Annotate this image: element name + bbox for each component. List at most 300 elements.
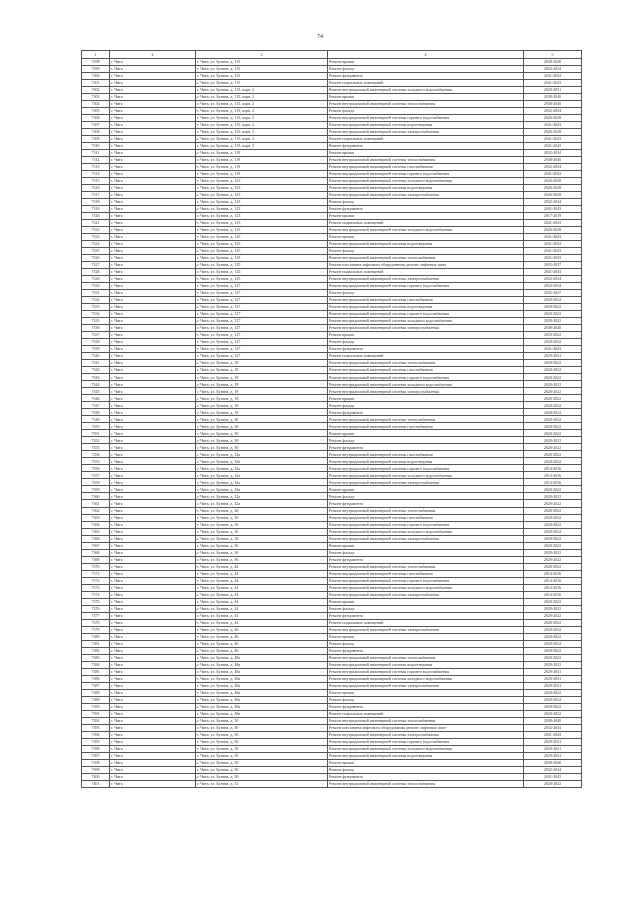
cell-work-type: Ремонт крыши [328,212,524,219]
cell-work-type: Ремонт внутридомовой инженерной системы водоотведения [328,240,524,247]
cell-period: 2035-2037 [524,290,582,297]
cell-work-type: Ремонт внутридомовой инженерной системы горячего водоснабжения [328,521,524,528]
cell-row-number: 7341 [82,360,110,367]
cell-period: 2014-2016 [524,479,582,486]
cell-address: г. Чита, ул. Бутина, д. 115, корп. 2 [196,107,328,114]
cell-municipality: г. Чита [110,668,196,675]
cell-work-type: Ремонт внутридомовой инженерной системы водоотведения [328,121,524,128]
cell-address: г. Чита, ул. Бутина, д. 119 [196,163,328,170]
header-col-1: 1 [82,51,110,59]
cell-address: г. Чита, ул. Бутина, д. 48а [196,689,328,696]
cell-row-number: 7303 [82,93,110,100]
cell-period: 2020-2022 [524,521,582,528]
cell-period: 2026-2028 [524,128,582,135]
cell-work-type: Ремонт внутридомовой инженерной системы холодного водоснабжения [328,381,524,388]
cell-work-type: Ремонт внутридомовой инженерной системы теплоснабжения [328,360,524,367]
cell-address: г. Чита, ул. Бутина, д. 32а [196,458,328,465]
table-row [82,339,582,346]
table-row [82,163,582,170]
cell-work-type: Ремонт крыши [328,542,524,549]
cell-period: 2020-2022 [524,493,582,500]
cell-work-type: Ремонт или замена лифтового оборудования, ремонт лифтовых шахт [328,724,524,731]
cell-row-number: 7331 [82,290,110,297]
cell-municipality: г. Чита [110,114,196,121]
cell-municipality: г. Чита [110,528,196,535]
cell-work-type: Ремонт внутридомовой инженерной системы электроснабжения [328,626,524,633]
cell-address: г. Чита, ул. Бутина, д. 127 [196,311,328,318]
cell-address: г. Чита, ул. Бутина, д. 30 [196,416,328,423]
cell-period: 2032-2034 [524,283,582,290]
cell-period: 2029-2031 [524,668,582,675]
cell-work-type: Ремонт внутридомовой инженерной системы горячего водоснабжения [328,170,524,177]
cell-address: г. Чита, ул. Бутина, д. 48а [196,710,328,717]
cell-municipality: г. Чита [110,500,196,507]
cell-municipality: г. Чита [110,535,196,542]
cell-row-number: 7338 [82,339,110,346]
table-row [82,577,582,584]
cell-address: г. Чита, ул. Бутина, д. 44 [196,570,328,577]
cell-work-type: Ремонт или замена лифтового оборудования, ремонт лифтовых шахт [328,261,524,268]
table-row [82,367,582,374]
cell-address: г. Чита, ул. Бутина, д. 123 [196,191,328,198]
cell-address: г. Чита, ул. Бутина, д. 127 [196,297,328,304]
cell-municipality: г. Чита [110,226,196,233]
cell-period: 2020-2022 [524,605,582,612]
table-row [82,710,582,717]
cell-period: 2020-2022 [524,507,582,514]
cell-municipality: г. Чита [110,191,196,198]
table-row [82,177,582,184]
cell-municipality: г. Чита [110,626,196,633]
cell-row-number: 7386 [82,675,110,682]
cell-period: 2020-2022 [524,619,582,626]
cell-work-type: Ремонт внутридомовой инженерной системы электроснабжения [328,535,524,542]
cell-row-number: 7384 [82,661,110,668]
cell-row-number: 7387 [82,682,110,689]
cell-work-type: Ремонт фасада [328,339,524,346]
cell-municipality: г. Чита [110,577,196,584]
table-row [82,198,582,205]
table-row [82,640,582,647]
cell-period: 2032-2034 [524,275,582,282]
cell-address: г. Чита, ул. Бутина, д. 18 [196,360,328,367]
table-row [82,563,582,570]
cell-row-number: 7390 [82,703,110,710]
cell-work-type: Ремонт внутридомовой инженерной системы холодного водоснабжения [328,177,524,184]
cell-period: 2020-2022 [524,689,582,696]
cell-municipality: г. Чита [110,682,196,689]
table-row [82,170,582,177]
cell-row-number: 7401 [82,781,110,788]
cell-municipality: г. Чита [110,247,196,254]
table-row [82,395,582,402]
cell-address: г. Чита, ул. Бутина, д. 18 [196,409,328,416]
cell-municipality: г. Чита [110,746,196,753]
cell-row-number: 7376 [82,605,110,612]
cell-row-number: 7315 [82,177,110,184]
cell-municipality: г. Чита [110,696,196,703]
cell-municipality: г. Чита [110,374,196,381]
cell-work-type: Ремонт фасада [328,290,524,297]
cell-municipality: г. Чита [110,353,196,360]
cell-municipality: г. Чита [110,479,196,486]
cell-municipality: г. Чита [110,507,196,514]
table-row [82,479,582,486]
cell-address: г. Чита, ул. Бутина, д. 50 [196,774,328,781]
cell-row-number: 7352 [82,437,110,444]
cell-municipality: г. Чита [110,339,196,346]
cell-work-type: Ремонт внутридомовой инженерной системы холодного водоснабжения [328,584,524,591]
cell-period: 2038-2040 [524,156,582,163]
cell-work-type: Ремонт крыши [328,486,524,493]
cell-address: г. Чита, ул. Бутина, д. 44 [196,605,328,612]
cell-work-type: Ремонт внутридомовой инженерной системы теплоснабжения [328,654,524,661]
cell-row-number: 7321 [82,219,110,226]
cell-address: г. Чита, ул. Бутина, д. 127 [196,353,328,360]
cell-row-number: 7333 [82,304,110,311]
cell-municipality: г. Чита [110,633,196,640]
cell-work-type: Ремонт внутридомовой инженерной системы горячего водоснабжения [328,465,524,472]
cell-work-type: Ремонт внутридомовой инженерной системы электроснабжения [328,479,524,486]
cell-municipality: г. Чита [110,135,196,142]
cell-municipality: г. Чита [110,142,196,149]
cell-work-type: Ремонт внутридомовой инженерной системы электроснабжения [328,191,524,198]
cell-address: г. Чита, ул. Бутина, д. 125 [196,226,328,233]
cell-municipality: г. Чита [110,724,196,731]
cell-period: 2020-2022 [524,451,582,458]
cell-row-number: 7371 [82,570,110,577]
cell-work-type: Ремонт фундамента [328,647,524,654]
cell-period: 2026-2028 [524,184,582,191]
cell-address: г. Чита, ул. Бутина, д. 123 [196,219,328,226]
cell-period: 2020-2022 [524,640,582,647]
cell-row-number: 7377 [82,612,110,619]
cell-row-number: 7392 [82,717,110,724]
cell-address: г. Чита, ул. Бутина, д. 36 [196,535,328,542]
table-row [82,388,582,395]
cell-row-number: 7396 [82,746,110,753]
cell-row-number: 7388 [82,689,110,696]
cell-row-number: 7393 [82,724,110,731]
cell-period: 2020-2022 [524,633,582,640]
table-row [82,746,582,753]
table-row [82,325,582,332]
cell-row-number: 7358 [82,479,110,486]
cell-work-type: Ремонт фундамента [328,703,524,710]
cell-period: 2041-2043 [524,346,582,353]
cell-address: г. Чита, ул. Бутина, д. 50 [196,724,328,731]
cell-row-number: 7365 [82,528,110,535]
cell-period: 2041-2043 [524,135,582,142]
cell-work-type: Ремонт фундамента [328,556,524,563]
cell-row-number: 7367 [82,542,110,549]
cell-municipality: г. Чита [110,198,196,205]
cell-municipality: г. Чита [110,149,196,156]
cell-address: г. Чита, ул. Бутина, д. 115, корп. 2 [196,135,328,142]
cell-address: г. Чита, ул. Бутина, д. 36 [196,556,328,563]
cell-municipality: г. Чита [110,654,196,661]
cell-municipality: г. Чита [110,767,196,774]
cell-address: г. Чита, ул. Бутина, д. 123 [196,184,328,191]
table-row [82,732,582,739]
cell-address: г. Чита, ул. Бутина, д. 36 [196,542,328,549]
cell-period: 2032-2034 [524,198,582,205]
cell-municipality: г. Чита [110,717,196,724]
cell-municipality: г. Чита [110,240,196,247]
cell-address: г. Чита, ул. Бутина, д. 44 [196,577,328,584]
cell-period: 2020-2022 [524,388,582,395]
cell-row-number: 7342 [82,367,110,374]
cell-period: 2020-2022 [524,486,582,493]
cell-work-type: Ремонт фасада [328,437,524,444]
cell-row-number: 7346 [82,395,110,402]
cell-address: г. Чита, ул. Бутина, д. 123 [196,212,328,219]
cell-address: г. Чита, ул. Бутина, д. 119 [196,170,328,177]
cell-period: 2041-2043 [524,219,582,226]
cell-work-type: Ремонт фундамента [328,142,524,149]
page-number: 74 [317,34,323,40]
cell-period: 2020-2022 [524,703,582,710]
cell-address: г. Чита, ул. Бутина, д. 48а [196,654,328,661]
cell-work-type: Ремонт фасада [328,65,524,72]
table-row [82,739,582,746]
table-row [82,760,582,767]
table-row [82,605,582,612]
cell-municipality: г. Чита [110,710,196,717]
cell-row-number: 7302 [82,86,110,93]
cell-work-type: Ремонт фундамента [328,774,524,781]
cell-municipality: г. Чита [110,760,196,767]
table-row [82,423,582,430]
cell-address: г. Чита, ул. Бутина, д. 125 [196,240,328,247]
cell-row-number: 7354 [82,451,110,458]
cell-address: г. Чита, ул. Бутина, д. 50 [196,717,328,724]
cell-period: 2041-2043 [524,233,582,240]
cell-period: 2020-2022 [524,367,582,374]
cell-period: 2020-2022 [524,556,582,563]
cell-row-number: 7305 [82,107,110,114]
cell-municipality: г. Чита [110,458,196,465]
cell-row-number: 7355 [82,458,110,465]
cell-municipality: г. Чита [110,647,196,654]
cell-municipality: г. Чита [110,472,196,479]
header-col-2: 2 [110,51,196,59]
cell-municipality: г. Чита [110,549,196,556]
cell-municipality: г. Чита [110,100,196,107]
cell-municipality: г. Чита [110,72,196,79]
cell-address: г. Чита, ул. Бутина, д. 46 [196,626,328,633]
cell-row-number: 7334 [82,311,110,318]
cell-municipality: г. Чита [110,311,196,318]
cell-work-type: Ремонт подвальных помещений [328,268,524,275]
cell-row-number: 7316 [82,184,110,191]
table-row [82,612,582,619]
table-row [82,135,582,142]
table-row [82,703,582,710]
cell-municipality: г. Чита [110,93,196,100]
table-row [82,86,582,93]
cell-address: г. Чита, ул. Бутина, д. 123 [196,177,328,184]
cell-period: 2014-2016 [524,465,582,472]
cell-period: 2020-2022 [524,626,582,633]
cell-period: 2020-2022 [524,563,582,570]
table-row [82,528,582,535]
cell-work-type: Ремонт внутридомовой инженерной системы теплоснабжения [328,563,524,570]
cell-period: 2020-2022 [524,374,582,381]
repair-schedule-table [81,50,582,788]
cell-period: 2020-2022 [524,304,582,311]
cell-period: 2017-2019 [524,212,582,219]
cell-work-type: Ремонт фасада [328,696,524,703]
cell-municipality: г. Чита [110,304,196,311]
cell-row-number: 7329 [82,275,110,282]
table-row [82,451,582,458]
cell-work-type: Ремонт крыши [328,93,524,100]
table-row [82,297,582,304]
cell-address: г. Чита, ул. Бутина, д. 32а [196,465,328,472]
cell-period: 2020-2022 [524,654,582,661]
table-row [82,121,582,128]
cell-period: 2020-2022 [524,318,582,325]
cell-work-type: Ремонт внутридомовой инженерной системы водоотведения [328,661,524,668]
cell-work-type: Ремонт внутридомовой инженерной системы теплоснабжения [328,507,524,514]
cell-period: 2014-2016 [524,591,582,598]
cell-row-number: 7310 [82,142,110,149]
cell-work-type: Ремонт крыши [328,149,524,156]
cell-work-type: Ремонт внутридомовой инженерной системы газоснабжения [328,514,524,521]
cell-row-number: 7349 [82,416,110,423]
cell-period: 2014-2016 [524,584,582,591]
cell-row-number: 7304 [82,100,110,107]
cell-period: 2029-2031 [524,682,582,689]
cell-period: 2032-2034 [524,767,582,774]
cell-period: 2032-2034 [524,724,582,731]
cell-address: г. Чита, ул. Бутина, д. 52 [196,781,328,788]
table-row [82,381,582,388]
cell-address: г. Чита, ул. Бутина, д. 125 [196,268,328,275]
cell-row-number: 7372 [82,577,110,584]
cell-period: 2014-2016 [524,577,582,584]
cell-address: г. Чита, ул. Бутина, д. 127 [196,304,328,311]
cell-row-number: 7357 [82,472,110,479]
cell-address: г. Чита, ул. Бутина, д. 50 [196,746,328,753]
cell-municipality: г. Чита [110,360,196,367]
cell-address: г. Чита, ул. Бутина, д. 48а [196,661,328,668]
table-row [82,233,582,240]
table-row [82,353,582,360]
cell-row-number: 7353 [82,444,110,451]
cell-period: 2026-2028 [524,114,582,121]
cell-address: г. Чита, ул. Бутина, д. 46 [196,633,328,640]
table-row [82,633,582,640]
cell-period: 2026-2028 [524,226,582,233]
cell-address: г. Чита, ул. Бутина, д. 119 [196,156,328,163]
cell-period: 2026-2028 [524,191,582,198]
table-row [82,128,582,135]
cell-row-number: 7324 [82,240,110,247]
cell-address: г. Чита, ул. Бутина, д. 127 [196,346,328,353]
cell-period: 2020-2022 [524,444,582,451]
cell-row-number: 7327 [82,261,110,268]
cell-address: г. Чита, ул. Бутина, д. 30 [196,444,328,451]
table-row [82,696,582,703]
cell-row-number: 7375 [82,598,110,605]
cell-municipality: г. Чита [110,486,196,493]
cell-address: г. Чита, ул. Бутина, д. 44 [196,619,328,626]
cell-municipality: г. Чита [110,409,196,416]
header-col-4: 4 [328,51,524,59]
cell-row-number: 7307 [82,121,110,128]
cell-municipality: г. Чита [110,254,196,261]
cell-row-number: 7383 [82,654,110,661]
cell-work-type: Ремонт внутридомовой инженерной системы теплоснабжения [328,781,524,788]
cell-work-type: Ремонт внутридомовой инженерной системы горячего водоснабжения [328,374,524,381]
cell-address: г. Чита, ул. Бутина, д. 125 [196,254,328,261]
cell-work-type: Ремонт подвальных помещений [328,79,524,86]
cell-work-type: Ремонт подвальных помещений [328,619,524,626]
cell-municipality: г. Чита [110,584,196,591]
cell-work-type: Ремонт внутридомовой инженерной системы холодного водоснабжения [328,746,524,753]
cell-row-number: 7298 [82,58,110,65]
cell-period: 2020-2022 [524,500,582,507]
cell-address: г. Чита, ул. Бутина, д. 125 [196,275,328,282]
cell-row-number: 7385 [82,668,110,675]
cell-work-type: Ремонт внутридомовой инженерной системы электроснабжения [328,388,524,395]
cell-row-number: 7374 [82,591,110,598]
cell-row-number: 7314 [82,170,110,177]
table-row [82,598,582,605]
cell-address: г. Чита, ул. Бутина, д. 48а [196,675,328,682]
cell-period: 2038-2040 [524,100,582,107]
table-row [82,521,582,528]
cell-period: 2020-2022 [524,339,582,346]
cell-row-number: 7389 [82,696,110,703]
cell-row-number: 7339 [82,346,110,353]
cell-work-type: Ремонт внутридомовой инженерной системы газоснабжения [328,367,524,374]
cell-address: г. Чита, ул. Бутина, д. 119 [196,149,328,156]
cell-work-type: Ремонт внутридомовой инженерной системы горячего водоснабжения [328,283,524,290]
cell-period: 2020-2022 [524,381,582,388]
cell-period: 2020-2022 [524,528,582,535]
table-row [82,535,582,542]
cell-municipality: г. Чита [110,163,196,170]
cell-row-number: 7345 [82,388,110,395]
cell-period: 2041-2043 [524,170,582,177]
cell-work-type: Ремонт крыши [328,689,524,696]
cell-period: 2041-2043 [524,240,582,247]
cell-row-number: 7311 [82,149,110,156]
table-row [82,142,582,149]
table-row [82,283,582,290]
cell-municipality: г. Чита [110,156,196,163]
cell-period: 2035-2037 [524,261,582,268]
cell-municipality: г. Чита [110,689,196,696]
cell-period: 2032-2034 [524,65,582,72]
cell-row-number: 7347 [82,402,110,409]
cell-address: г. Чита, ул. Бутина, д. 50 [196,767,328,774]
cell-municipality: г. Чита [110,781,196,788]
table-row [82,668,582,675]
cell-period: 2041-2043 [524,142,582,149]
cell-row-number: 7343 [82,374,110,381]
cell-period: 2020-2022 [524,661,582,668]
cell-address: г. Чита, ул. Бутина, д. 30 [196,437,328,444]
cell-municipality: г. Чита [110,184,196,191]
cell-municipality: г. Чита [110,219,196,226]
cell-municipality: г. Чита [110,79,196,86]
cell-municipality: г. Чита [110,107,196,114]
cell-work-type: Ремонт фундамента [328,205,524,212]
